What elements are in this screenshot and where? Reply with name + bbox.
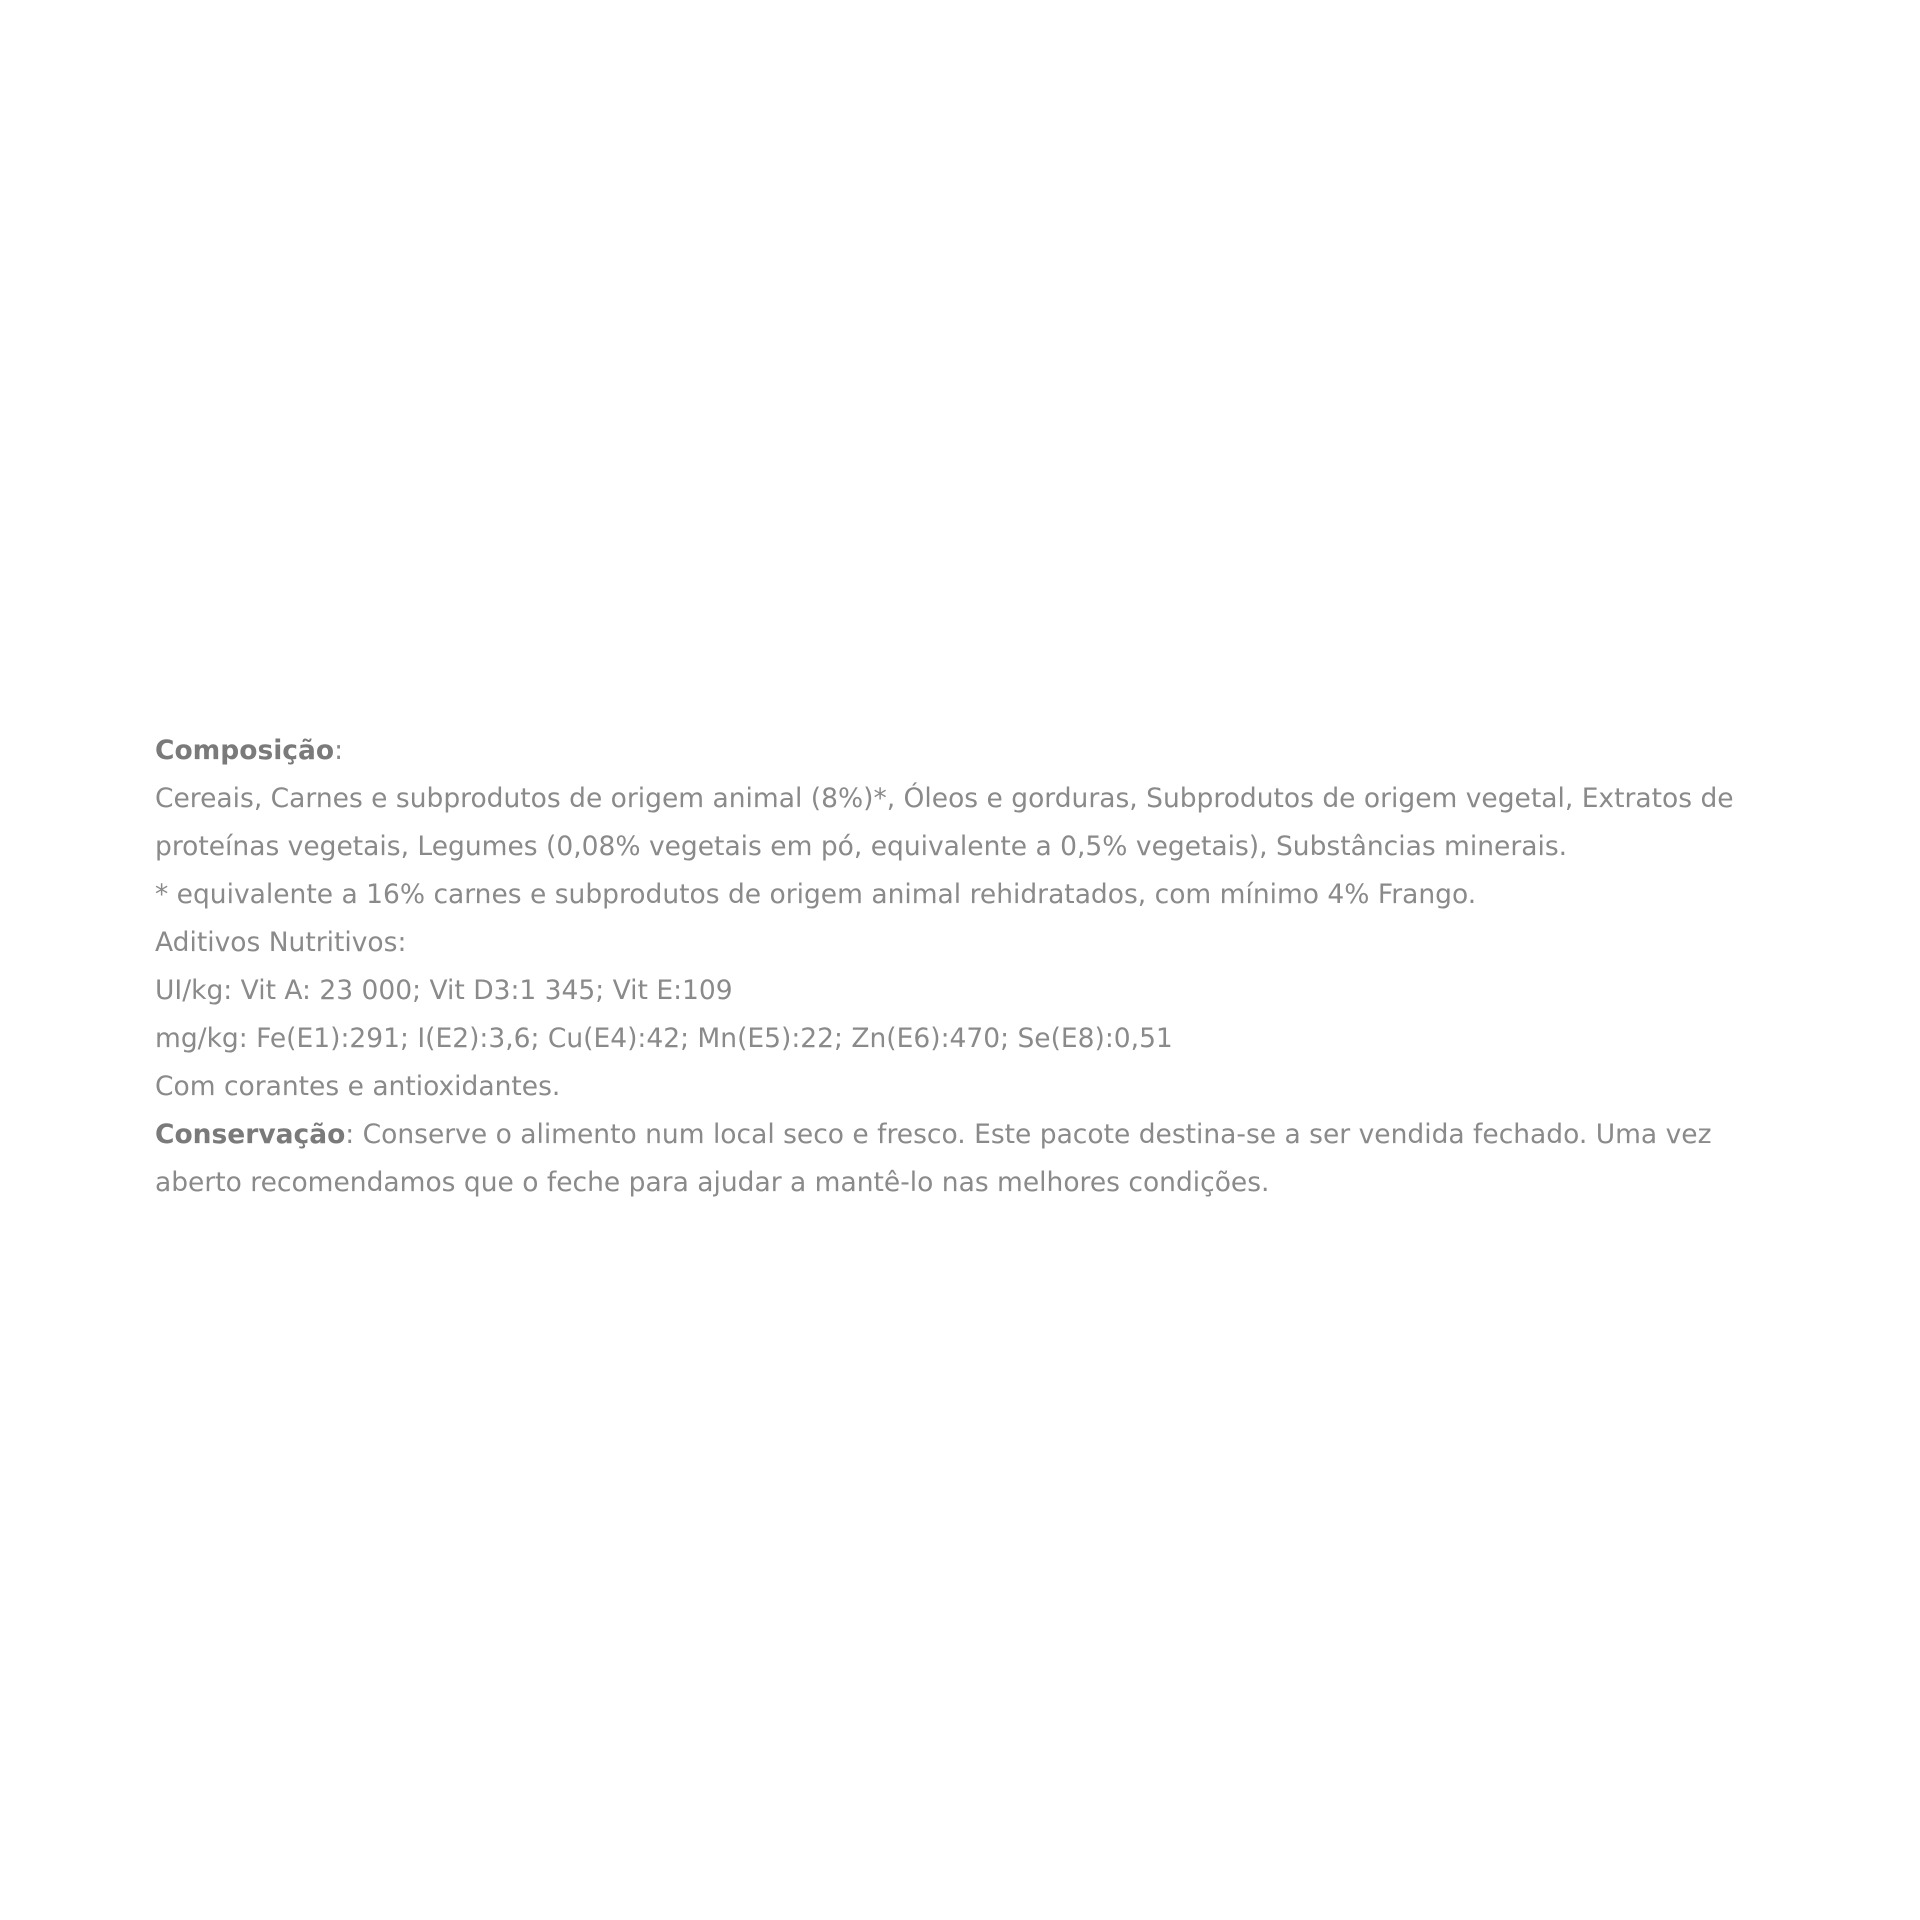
conservation-text: : Conserve o alimento num local seco e fresco. Este pacote destina-se a ser vendida fechado. Uma vez aberto recomendamos que o feche para ajudar a mantê-lo nas melhores condições. — [155, 1119, 1712, 1198]
conservation-heading: Conservação — [155, 1119, 346, 1150]
minerals-text: mg/kg: Fe(E1):291; I(E2):3,6; Cu(E4):42; Mn(E5):22; Zn(E6):470; Se(E8):0,51 — [155, 1023, 1173, 1054]
composition-colon: : — [334, 735, 344, 766]
ingredients-text: Cereais, Carnes e subprodutos de origem animal (8%)*, Óleos e gorduras, Subprodutos de origem vegetal, Extratos de proteínas vegetais, Legumes (0,08% vegetais em pó, equivalente a 0,5% vegetais), Substâncias minerais. — [155, 783, 1734, 862]
colorants-text: Com corantes e antioxidantes. — [155, 1071, 561, 1102]
product-info-text — [155, 727, 1795, 1207]
composition-heading-line — [155, 727, 1795, 775]
conservation-paragraph — [155, 1111, 1795, 1207]
additives-label: Aditivos Nutritivos: — [155, 927, 407, 958]
composition-heading: Composição — [155, 735, 335, 766]
vitamins-text: UI/kg: Vit A: 23 000; Vit D3:1 345; Vit E:109 — [155, 975, 733, 1006]
footnote-text: * equivalente a 16% carnes e subprodutos de origem animal rehidratados, com mínimo 4% Frango. — [155, 879, 1477, 910]
